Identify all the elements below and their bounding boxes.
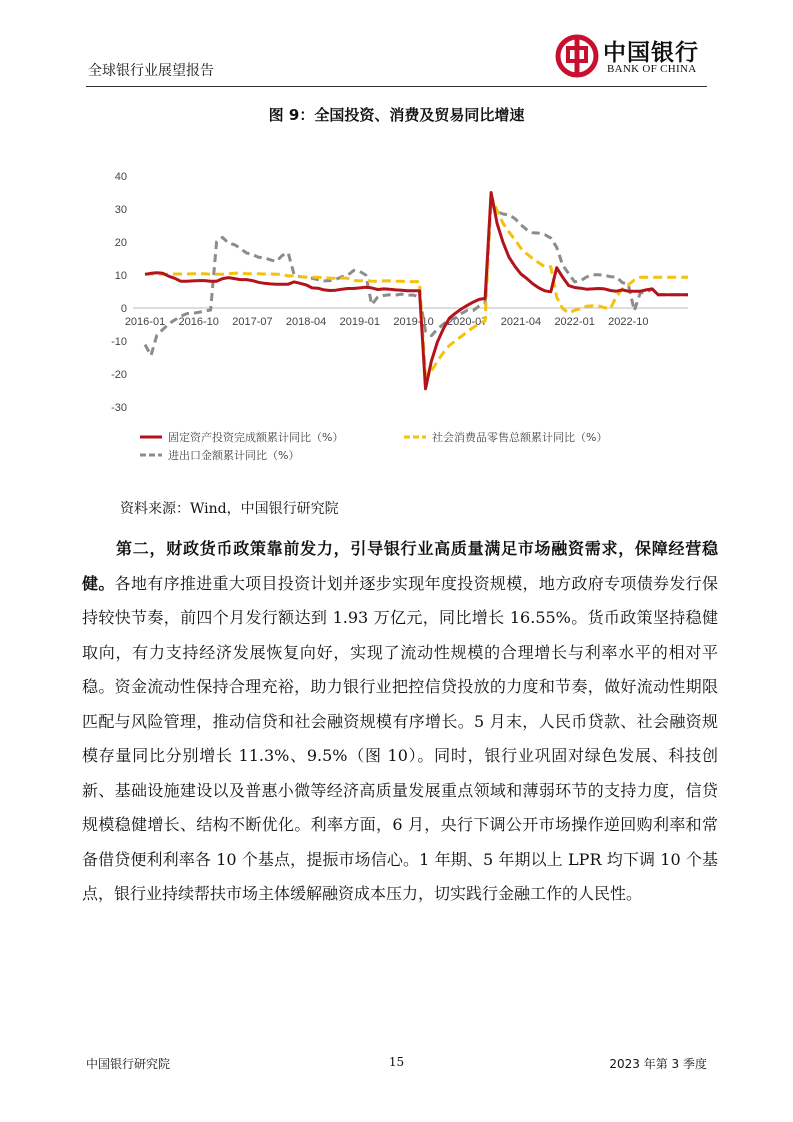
- y-tick-label: -10: [111, 336, 127, 348]
- paragraph-text: 各地有序推进重大项目投资计划并逐步实现年度投资规模，地方政府专项债券发行保持较快节奏，前四个月发行额达到 1.93 万亿元，同比增长 16.55%。货币政策坚持稳健取向，有力支持经济发展恢复向好，实现了流动性规模的合理增长与利率水平的相对平稳。资金流动性保持合理充裕，助力银行业把控信贷投放的力度和节奏，做好流动性期限匹配与风险管理，推动信贷和社会融资规模有序增长。5 月末，人民币贷款、社会融资规模存量同比分别增长 11.3%、9.5%（图 10）。同时，银行业巩固对绿色发展、科技创新、基础设施建设以及普惠小微等经济高质量发展重点领域和薄弱环节的支持力度，信贷规模稳健增长、结构不断优化。利率方面，6 月，央行下调公开市场操作逆回购利率和常备借贷便利利率各 10 个基点，提振市场信心。1 年期、5 年期以上 LPR 均下调 10 个基点，银行业持续帮扶市场主体缓解融资成本压力，切实践行金融工作的人民性。: [82, 573, 718, 903]
- page-number: 15: [388, 1055, 405, 1069]
- series-line-1: [145, 196, 688, 376]
- series-line-0: [145, 193, 688, 389]
- header-divider: [86, 86, 707, 87]
- boc-emblem-icon: [555, 34, 599, 78]
- figure-title: 图 9：全国投资、消费及贸易同比增速: [268, 106, 525, 124]
- footer-quarter: 2023 年第 3 季度: [609, 1057, 707, 1071]
- x-tick-label: 2017-07: [232, 316, 273, 328]
- y-tick-label: 20: [114, 237, 127, 249]
- y-tick-label: -20: [111, 369, 127, 381]
- line-chart: [96, 160, 696, 475]
- x-tick-label: 2018-04: [285, 316, 327, 328]
- report-title: 全球银行业展望报告: [88, 63, 214, 79]
- x-tick-label: 2019-01: [339, 316, 381, 328]
- y-tick-label: -30: [111, 402, 127, 414]
- x-tick-label: 2016-10: [178, 316, 219, 328]
- x-tick-label: 2019-10: [393, 316, 434, 328]
- y-tick-label: 40: [114, 171, 127, 183]
- y-tick-label: 30: [114, 204, 127, 216]
- y-tick-label: 10: [114, 270, 127, 282]
- logo-chinese-name: 中国银行: [603, 39, 699, 66]
- legend-label-0: 固定资产投资完成额累计同比（%）: [168, 431, 344, 444]
- x-tick-label: 2020-07: [447, 316, 488, 328]
- y-tick-label: 0: [120, 303, 127, 315]
- legend-label-2: 进出口金额累计同比（%）: [168, 449, 300, 462]
- footer-institution: 中国银行研究院: [86, 1057, 171, 1071]
- logo-english-name: BANK OF CHINA: [607, 63, 697, 75]
- legend-label-1: 社会消费品零售总额累计同比（%）: [432, 431, 608, 444]
- paragraph-lead: 第二，财政货币政策靠前发力，引导银行业高质量满足市场融资需求，保障经营稳健。: [82, 539, 718, 593]
- x-tick-label: 2022-01: [554, 316, 595, 328]
- body-paragraph: [82, 532, 718, 912]
- figure-source: 资料来源：Wind，中国银行研究院: [120, 501, 339, 517]
- x-tick-label: 2021-04: [500, 316, 542, 328]
- x-tick-label: 2022-10: [608, 316, 649, 328]
- bank-logo: [555, 32, 715, 82]
- x-tick-label: 2016-01: [124, 316, 166, 328]
